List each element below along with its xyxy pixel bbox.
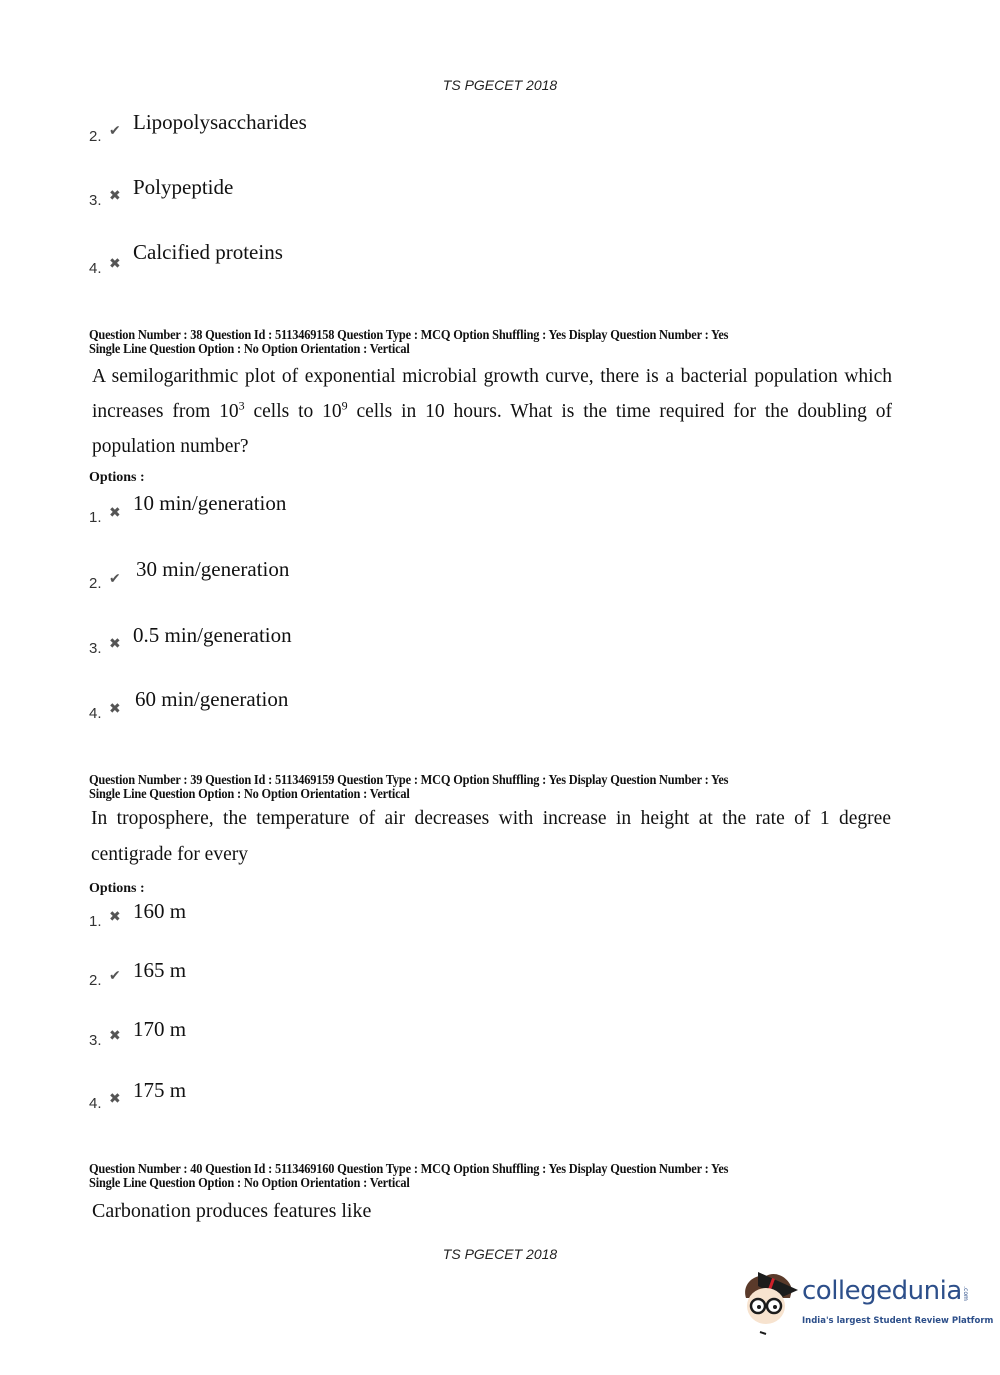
option-number: 4.: [89, 705, 102, 722]
option-number: 2.: [89, 972, 102, 989]
question-text-part: cells to 10: [244, 401, 342, 422]
cross-icon: ✖: [109, 701, 121, 717]
option-text: 160 m: [133, 899, 187, 923]
option-number: 2.: [89, 575, 102, 592]
check-icon: ✔: [109, 123, 121, 139]
option-number: 1.: [89, 913, 102, 930]
option-number: 3.: [89, 192, 102, 209]
cross-icon: ✖: [109, 188, 121, 204]
question-meta-line1: Question Number : 39 Question Id : 5113469159 Question Type : MCQ Option Shuffling : Yes Display Question Number : Yes: [89, 772, 729, 787]
option-text: Polypeptide: [133, 175, 234, 199]
question-meta-line1: Question Number : 38 Question Id : 5113469158 Question Type : MCQ Option Shuffling : Yes Display Question Number : Yes: [89, 327, 729, 342]
options-label: Options :: [89, 881, 145, 896]
question-text-part: A semilogarithmic plot of exponential microbial growth curve, there is a bacterial population which increases from 10: [92, 366, 892, 422]
logo-wordmark: collegedunia: [802, 1276, 962, 1306]
logo-suffix: .com: [961, 1286, 969, 1301]
option-number: 3.: [89, 640, 102, 657]
question-text-part: cells in 10 hours. What is the time required for the doubling of population number?: [92, 401, 892, 457]
option-text: Lipopolysaccharides: [133, 110, 307, 134]
option-text: Calcified proteins: [133, 240, 283, 264]
mascot-icon: [740, 1268, 802, 1338]
question-meta-line2: Single Line Question Option : No Option Orientation : Vertical: [89, 1175, 410, 1190]
option-number: 4.: [89, 1095, 102, 1112]
page-header: TS PGECET 2018: [442, 77, 558, 93]
question-text: In troposphere, the temperature of air decreases with increase in height at the rate of 1 degree centigrade for every: [91, 808, 891, 865]
cross-icon: ✖: [109, 1091, 121, 1107]
question-meta: [89, 773, 728, 801]
collegedunia-logo: [740, 1268, 994, 1338]
cross-icon: ✖: [109, 505, 121, 521]
cross-icon: ✖: [109, 636, 121, 652]
check-icon: ✔: [109, 571, 121, 587]
question-meta: [89, 1162, 728, 1190]
option-number: 2.: [89, 128, 102, 145]
option-text: 30 min/generation: [136, 557, 290, 581]
question-meta: [89, 328, 728, 356]
option-text: 0.5 min/generation: [133, 623, 292, 647]
options-label: Options :: [89, 470, 145, 485]
option-text: 170 m: [133, 1017, 187, 1041]
option-number: 4.: [89, 260, 102, 277]
cross-icon: ✖: [109, 1028, 121, 1044]
question-meta-line2: Single Line Question Option : No Option Orientation : Vertical: [89, 341, 410, 356]
question-meta-line2: Single Line Question Option : No Option Orientation : Vertical: [89, 786, 410, 801]
question-text: Carbonation produces features like: [92, 1200, 372, 1222]
superscript: 9: [341, 398, 348, 413]
option-text: 165 m: [133, 958, 187, 982]
option-number: 1.: [89, 509, 102, 526]
option-text: 10 min/generation: [133, 491, 287, 515]
cross-icon: ✖: [109, 256, 121, 272]
page-footer: TS PGECET 2018: [442, 1246, 558, 1262]
question-meta-line1: Question Number : 40 Question Id : 5113469160 Question Type : MCQ Option Shuffling : Yes Display Question Number : Yes: [89, 1161, 729, 1176]
superscript: 3: [238, 398, 245, 413]
option-number: 3.: [89, 1032, 102, 1049]
check-icon: ✔: [109, 968, 121, 984]
option-text: 60 min/generation: [135, 687, 289, 711]
option-text: 175 m: [133, 1078, 187, 1102]
logo-tagline: India's largest Student Review Platform: [802, 1316, 994, 1326]
question-text: [92, 359, 892, 464]
cross-icon: ✖: [109, 909, 121, 925]
